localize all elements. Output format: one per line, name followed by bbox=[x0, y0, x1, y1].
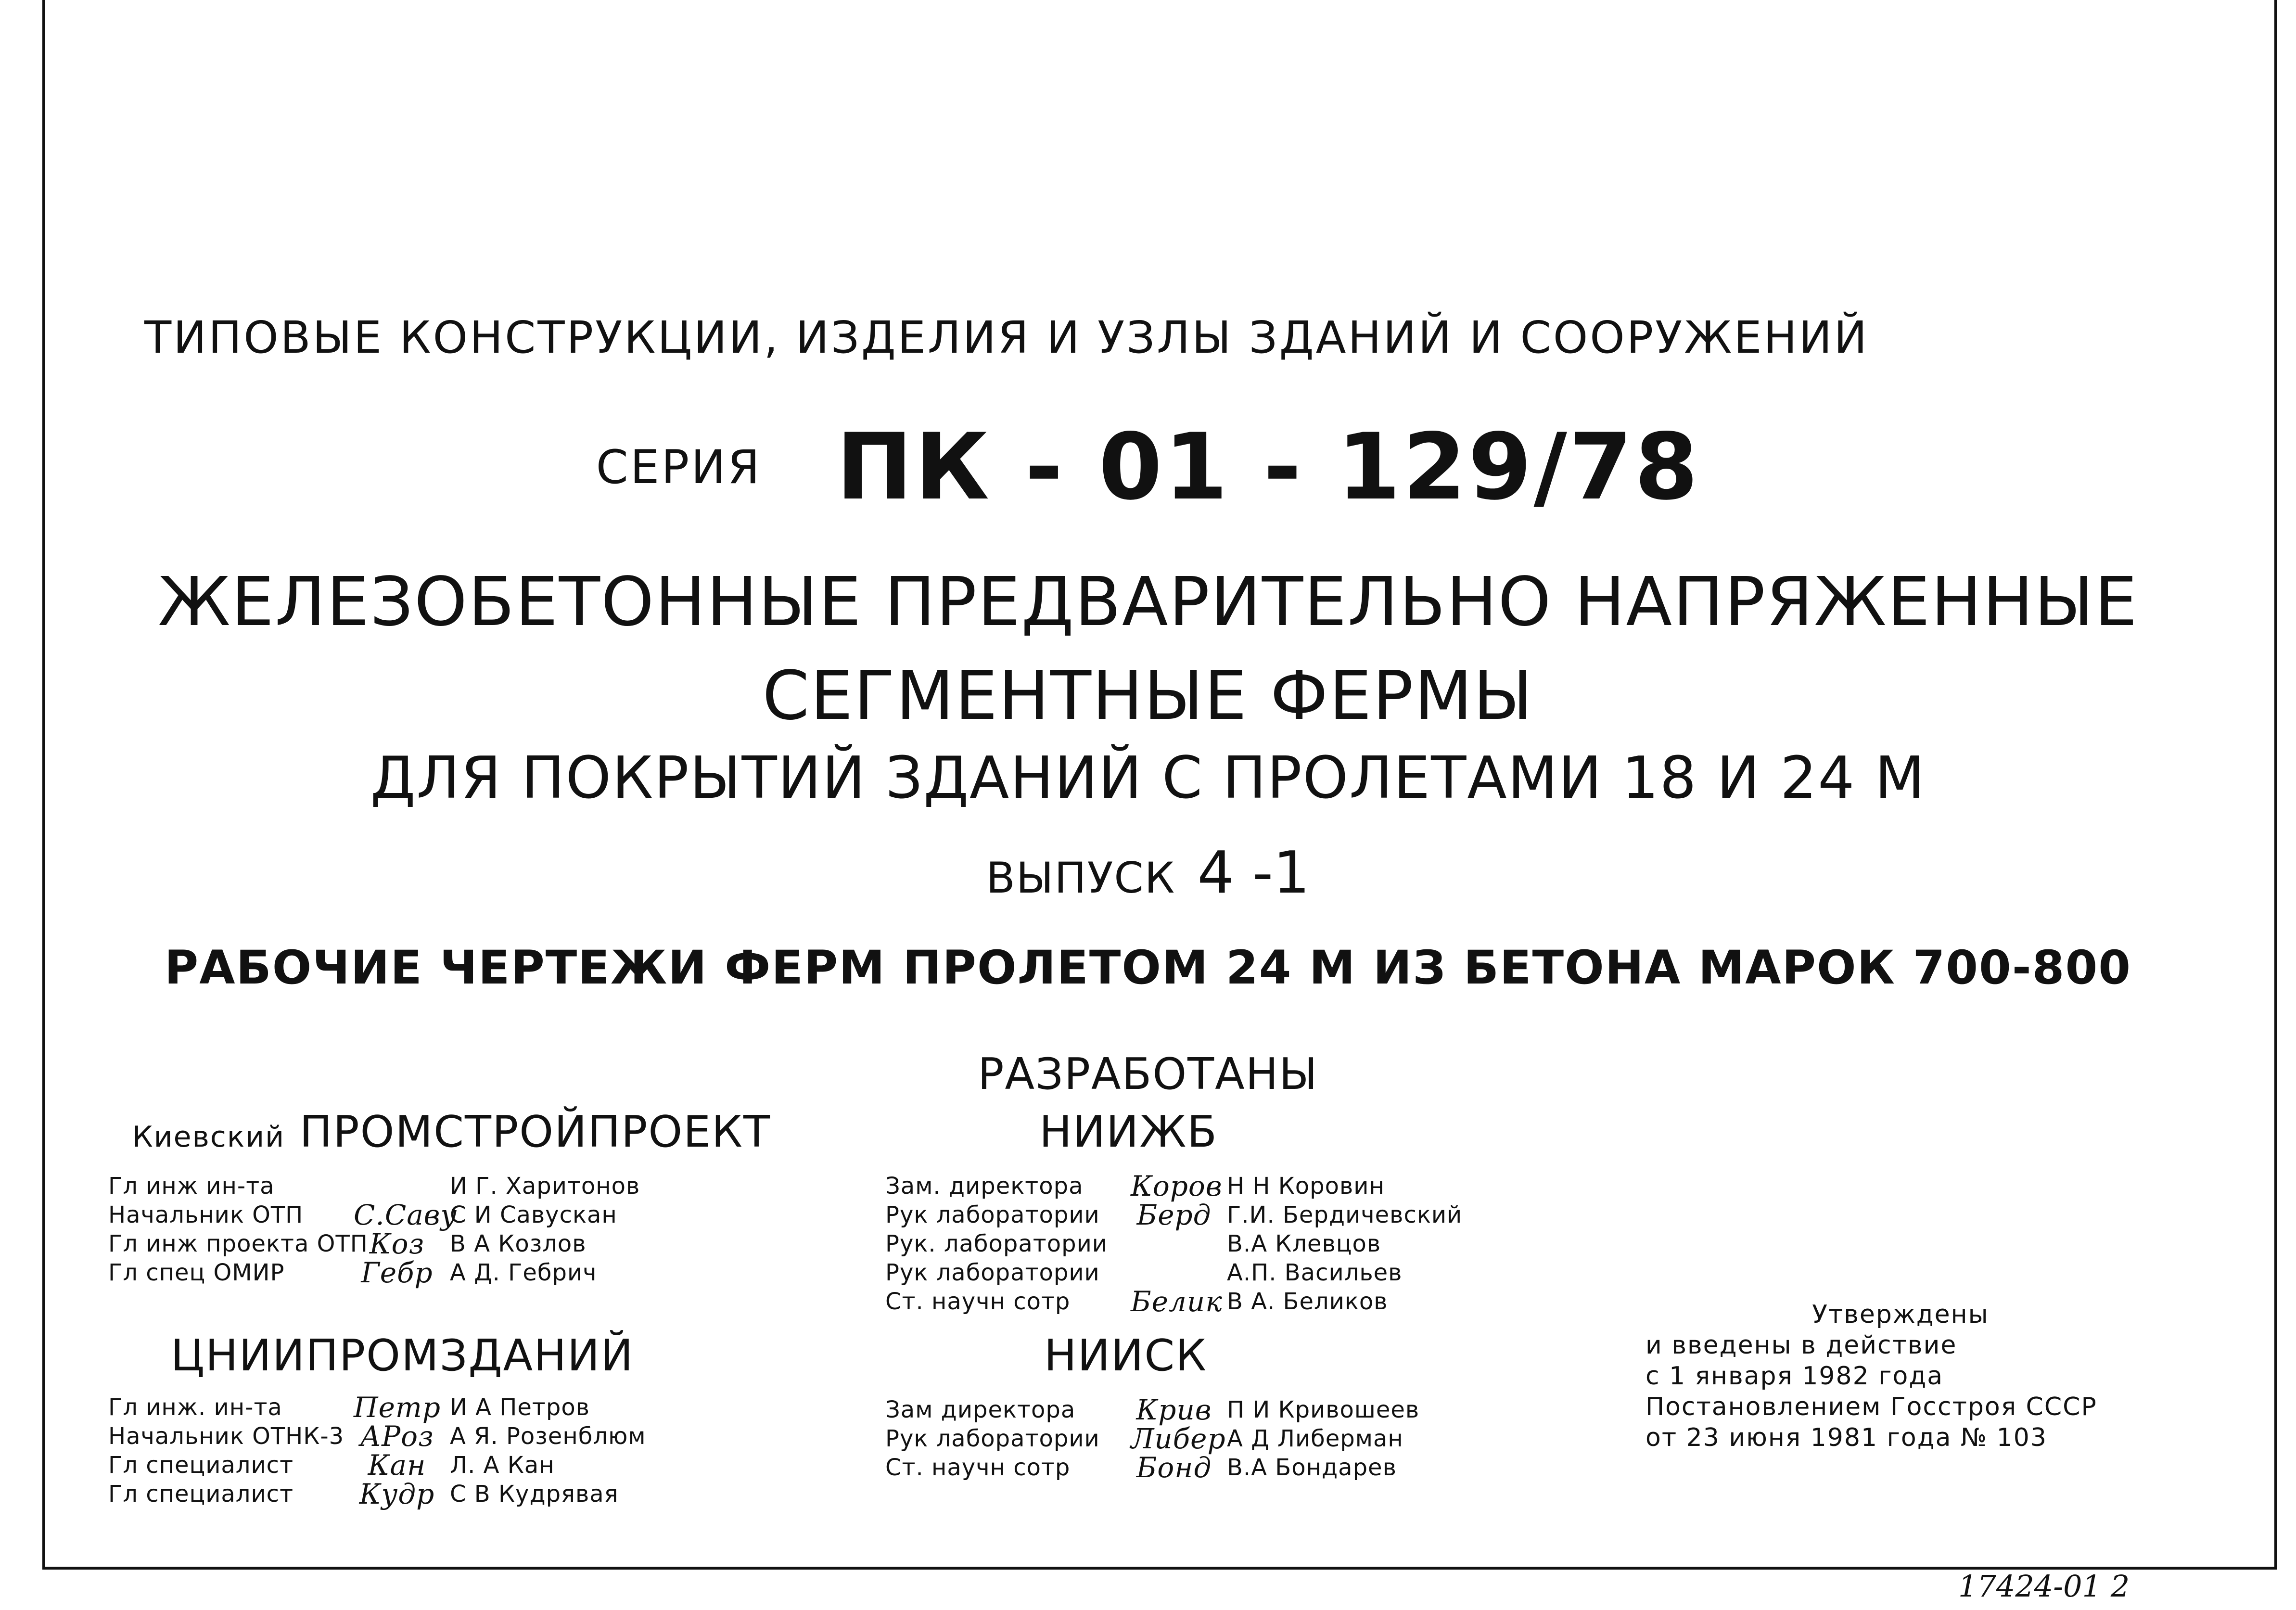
signature: Либер bbox=[1131, 1422, 1226, 1455]
signature: Кан bbox=[368, 1449, 426, 1482]
staff-role: Ст. научн сотр bbox=[885, 1454, 1071, 1481]
staff-name: В А Козлов bbox=[450, 1230, 587, 1257]
staff-row bbox=[885, 1201, 1462, 1229]
approval-block bbox=[1645, 1299, 2156, 1453]
staff-role: Рук лаборатории bbox=[885, 1425, 1100, 1452]
approval-line-2: и введены в действие bbox=[1645, 1331, 1957, 1360]
signature: Берд bbox=[1136, 1199, 1212, 1231]
signature: Гебр bbox=[361, 1256, 433, 1289]
signature: АРоз bbox=[360, 1420, 434, 1453]
staff-row bbox=[108, 1393, 646, 1422]
series-row bbox=[0, 414, 2296, 520]
org-tsnii-name: ЦНИИПРОМЗДАНИЙ bbox=[171, 1330, 634, 1381]
staff-role: Гл инж проекта ОТП bbox=[108, 1230, 368, 1257]
staff-role: Начальник ОТНК-3 bbox=[108, 1423, 344, 1450]
approval-line-4: Постановлением Госстроя СССР bbox=[1645, 1393, 2097, 1421]
staff-name: С В Кудрявая bbox=[450, 1481, 619, 1508]
staff-name: Л. А Кан bbox=[450, 1452, 555, 1479]
staff-name: С И Савускан bbox=[450, 1201, 617, 1228]
staff-row bbox=[885, 1453, 1419, 1482]
developed-label: РАЗРАБОТАНЫ bbox=[978, 1049, 1318, 1099]
staff-role: Рук. лаборатории bbox=[885, 1230, 1108, 1257]
staff-niizhb bbox=[885, 1172, 1462, 1316]
staff-role: Гл специалист bbox=[108, 1481, 294, 1508]
staff-name: А.П. Васильев bbox=[1227, 1259, 1403, 1286]
staff-row bbox=[108, 1201, 640, 1229]
staff-role: Начальник ОТП bbox=[108, 1201, 304, 1228]
staff-name: В.А Клевцов bbox=[1227, 1230, 1381, 1257]
staff-name: В А. Беликов bbox=[1227, 1288, 1388, 1315]
staff-niisk bbox=[885, 1395, 1419, 1482]
staff-row bbox=[108, 1258, 640, 1287]
staff-row bbox=[885, 1424, 1419, 1453]
series-label: СЕРИЯ bbox=[596, 440, 762, 494]
staff-row bbox=[885, 1395, 1419, 1424]
signature: Петр bbox=[354, 1391, 441, 1424]
approval-line-3: с 1 января 1982 года bbox=[1645, 1362, 1944, 1391]
subtitle: РАБОЧИЕ ЧЕРТЕЖИ ФЕРМ ПРОЛЕТОМ 24 М ИЗ БЕТОНА МАРОК 700-800 bbox=[164, 941, 2132, 995]
staff-role: Зам. директора bbox=[885, 1173, 1084, 1200]
staff-role: Гл специалист bbox=[108, 1452, 294, 1479]
staff-role: Гл инж ин-та bbox=[108, 1173, 275, 1200]
approval-line-5: от 23 июня 1981 года № 103 bbox=[1645, 1423, 2047, 1452]
staff-name: Г.И. Бердичевский bbox=[1227, 1201, 1463, 1228]
signature bbox=[1131, 1229, 1217, 1258]
staff-promstroy bbox=[108, 1172, 640, 1287]
staff-row bbox=[885, 1258, 1462, 1287]
staff-role: Гл спец ОМИР bbox=[108, 1259, 285, 1286]
staff-name: Н Н Коровин bbox=[1227, 1173, 1385, 1200]
header-line: ТИПОВЫЕ КОНСТРУКЦИИ, ИЗДЕЛИЯ И УЗЛЫ ЗДАНИЙ И СООРУЖЕНИЙ bbox=[144, 312, 1869, 363]
org-niizhb-name: НИИЖБ bbox=[1039, 1107, 1218, 1157]
staff-row bbox=[885, 1172, 1462, 1201]
signature bbox=[354, 1172, 440, 1201]
org-niizhb bbox=[1039, 1107, 1218, 1157]
staff-name: И А Петров bbox=[450, 1394, 590, 1421]
staff-name: П И Кривошеев bbox=[1227, 1396, 1420, 1423]
title-line-3: ДЛЯ ПОКРЫТИЙ ЗДАНИЙ С ПРОЛЕТАМИ 18 И 24 М bbox=[370, 745, 1926, 812]
signature bbox=[1131, 1258, 1217, 1287]
staff-name: В.А Бондарев bbox=[1227, 1454, 1397, 1481]
org-promstroy-name: ПРОМСТРОЙПРОЕКТ bbox=[299, 1107, 771, 1157]
title-line-1: ЖЕЛЕЗОБЕТОННЫЕ ПРЕДВАРИТЕЛЬНО НАПРЯЖЕННЫЕ bbox=[158, 563, 2138, 641]
org-niisk bbox=[1044, 1330, 1207, 1381]
staff-row bbox=[108, 1172, 640, 1201]
issue-label: ВЫПУСК bbox=[986, 853, 1176, 903]
staff-row bbox=[108, 1229, 640, 1258]
staff-role: Ст. научн сотр bbox=[885, 1288, 1071, 1315]
staff-role: Рук лаборатории bbox=[885, 1259, 1100, 1286]
signature: Крив bbox=[1136, 1393, 1212, 1426]
staff-tsnii bbox=[108, 1393, 646, 1508]
issue-row bbox=[0, 840, 2296, 907]
issue-number: 4 -1 bbox=[1197, 840, 1310, 907]
org-tsnii bbox=[171, 1330, 634, 1381]
staff-role: Рук лаборатории bbox=[885, 1201, 1100, 1228]
signature: С.Саву bbox=[354, 1199, 458, 1231]
staff-role: Зам директора bbox=[885, 1396, 1076, 1423]
staff-row bbox=[108, 1480, 646, 1508]
series-code: ПК - 01 - 129/78 bbox=[836, 414, 1700, 520]
signature: Белик bbox=[1131, 1285, 1223, 1318]
signature: Кудр bbox=[359, 1478, 435, 1510]
staff-name: А Я. Розенблюм bbox=[450, 1423, 646, 1450]
approval-line-1: Утверждены bbox=[1812, 1300, 1989, 1329]
staff-row bbox=[108, 1422, 646, 1451]
org-niisk-name: НИИСК bbox=[1044, 1330, 1208, 1381]
staff-row bbox=[885, 1229, 1462, 1258]
org-promstroy bbox=[132, 1107, 771, 1157]
title-line-2: СЕГМЕНТНЫЕ ФЕРМЫ bbox=[762, 657, 1534, 735]
signature: Коров bbox=[1131, 1170, 1223, 1202]
signature: Бонд bbox=[1136, 1451, 1212, 1484]
signature: Коз bbox=[369, 1227, 425, 1260]
staff-name: А Д. Гебрич bbox=[450, 1259, 597, 1286]
staff-role: Гл инж. ин-та bbox=[108, 1394, 282, 1421]
staff-name: И Г. Харитонов bbox=[450, 1173, 640, 1200]
staff-name: А Д Либерман bbox=[1227, 1425, 1403, 1452]
document-number: 17424-01 2 bbox=[1958, 1569, 2130, 1604]
staff-row bbox=[108, 1451, 646, 1480]
staff-row bbox=[885, 1287, 1462, 1316]
org-promstroy-prefix: Киевский bbox=[132, 1120, 285, 1154]
